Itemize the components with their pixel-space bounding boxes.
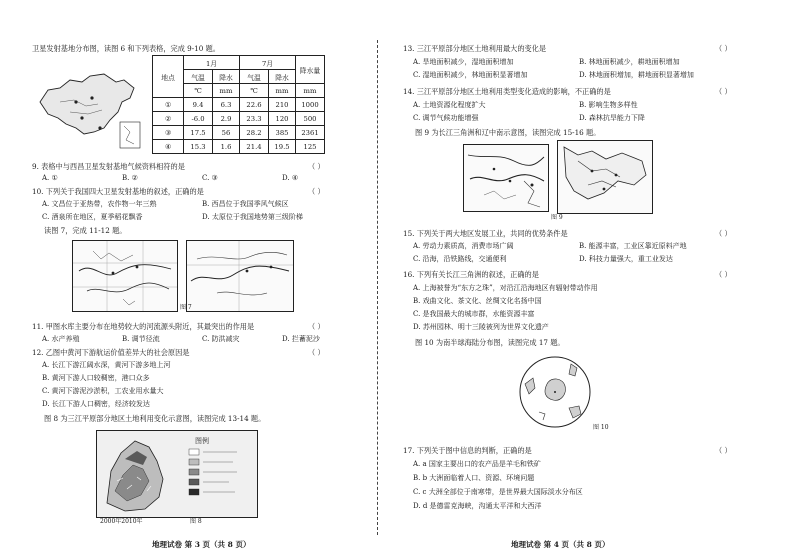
q12-option-d[interactable]: D. 长江下游人口稠密，经济较发达: [42, 400, 150, 408]
table-unit: mm: [269, 84, 296, 98]
right-page: [397, 0, 794, 560]
q16-option-b[interactable]: B. 戏曲文化、茶文化、丝绸文化名扬中国: [413, 297, 542, 305]
table-unit: ℃: [240, 84, 269, 98]
q10-option-a[interactable]: A. 文昌位于亚热带，农作物一年三熟: [42, 200, 157, 208]
intro-17: 图 10 为南半球海陆分布图，读图完成 17 题。: [415, 338, 565, 347]
question-11: 11. 甲图水库主要分布在地势较大的河流源头附近，其最突出的作用是: [32, 322, 255, 331]
table-cell: ③: [153, 126, 184, 140]
table-cell: 23.3: [240, 112, 269, 126]
table-cell: 2.9: [213, 112, 240, 126]
intro-15-16: 图 9 为长江三角洲和辽中南示意图，读图完成 15-16 题。: [415, 128, 601, 137]
table-cell: 385: [269, 126, 296, 140]
table-row: [153, 98, 325, 112]
table-header-jul: 7月: [240, 56, 296, 70]
q12-option-b[interactable]: B. 黄河下游人口较稠密，港口众多: [42, 374, 150, 382]
question-15: 15. 下列关于两大地区发展工业，共同的优势条件是: [403, 229, 568, 238]
table-cell: 1000: [296, 98, 325, 112]
figure-7-label: 图 7: [180, 304, 192, 311]
q9-option-b[interactable]: B. ②: [122, 174, 138, 182]
q15-option-c[interactable]: C. 沿海，沿铁路线，交通便利: [413, 255, 507, 263]
table-cell: 120: [269, 112, 296, 126]
table-cell: 21.4: [240, 140, 269, 154]
table-row: [153, 112, 325, 126]
q17-option-c[interactable]: C. c 大洲全部位于南寒带，是世界最大国际淡水分布区: [413, 488, 583, 496]
question-9: 9. 表格中与西昌卫星发射基地气候资料相符的是: [32, 162, 185, 171]
answer-paren-17[interactable]: （ ）: [715, 446, 732, 455]
q10-option-c[interactable]: C. 酒泉所在地区，夏季稻花飘香: [42, 213, 143, 221]
table-header-precip-jul: 降水: [269, 70, 296, 84]
question-13: 13. 三江平原部分地区土地利用最大的变化是: [403, 44, 547, 53]
intro-9-10: 卫星发射基地分布图，读图 6 和下列表格，完成 9-10 题。: [32, 44, 220, 53]
table-cell: 56: [213, 126, 240, 140]
intro-11-12: 读图 7，完成 11-12 题。: [44, 226, 127, 235]
figure-8-years: 2000年2010年: [100, 518, 143, 525]
q11-option-c[interactable]: C. 防洪减灾: [202, 335, 240, 343]
table-cell: 9.4: [184, 98, 213, 112]
table-header-jan: 1月: [184, 56, 240, 70]
table-cell: 125: [296, 140, 325, 154]
q17-option-d[interactable]: D. d 是德雷克海峡，沟通太平洋和大西洋: [413, 502, 542, 510]
q11-option-a[interactable]: A. 水产养殖: [42, 335, 80, 343]
answer-paren-15[interactable]: （ ）: [715, 229, 732, 238]
figure-10-label: 图 10: [593, 424, 609, 431]
table-cell: 28.2: [240, 126, 269, 140]
q14-option-a[interactable]: A. 土地资源化程度扩大: [413, 101, 486, 109]
answer-paren-9[interactable]: （ ）: [308, 162, 325, 171]
q16-option-c[interactable]: C. 是我国最大的城市群，水能资源丰富: [413, 310, 535, 318]
q13-option-d[interactable]: D. 林地面积增加，耕地面积显著增加: [579, 71, 694, 79]
q9-option-c[interactable]: C. ③: [202, 174, 218, 182]
figure-7-map-a: [72, 240, 178, 312]
table-cell: ②: [153, 112, 184, 126]
left-page-footer: 地理试卷 第 3 页（共 8 页）: [152, 540, 251, 549]
answer-paren-13[interactable]: （ ）: [715, 44, 732, 53]
table-row: [153, 140, 325, 154]
figure-10-southern-hemisphere: [517, 354, 593, 430]
q9-option-a[interactable]: A. ①: [42, 174, 58, 182]
question-10: 10. 下列关于我国四大卫星发射基地的叙述，正确的是: [32, 187, 204, 196]
table-cell: ④: [153, 140, 184, 154]
table-cell: 6.3: [213, 98, 240, 112]
table-cell: -6.0: [184, 112, 213, 126]
table-row: [153, 126, 325, 140]
answer-paren-14[interactable]: （ ）: [715, 87, 732, 96]
right-page-footer: 地理试卷 第 4 页（共 8 页）: [511, 540, 610, 549]
q14-option-b[interactable]: B. 影响生物多样性: [579, 101, 638, 109]
figure-6-china-map: [30, 62, 146, 154]
question-16: 16. 下列有关长江三角洲的叙述，正确的是: [403, 270, 539, 279]
q14-option-d[interactable]: D. 森林抗旱能力下降: [579, 114, 645, 122]
table-unit: ℃: [184, 84, 213, 98]
table-header-site: 地点: [153, 56, 184, 98]
table-cell: 17.5: [184, 126, 213, 140]
table-header-precip-jan: 降水: [213, 70, 240, 84]
table-unit: mm: [296, 84, 325, 98]
q15-option-a[interactable]: A. 劳动力素质高，消费市场广阔: [413, 242, 514, 250]
q11-option-b[interactable]: B. 调节径流: [122, 335, 160, 343]
q13-option-a[interactable]: A. 旱地面积减少，湿地面积增加: [413, 58, 514, 66]
question-12: 12. 乙图中黄河下游航运价值差异大的社会原因是: [32, 348, 190, 357]
table-cell: 2361: [296, 126, 325, 140]
q17-option-a[interactable]: A. a 国家主要出口的农产品是羊毛和铁矿: [413, 460, 541, 468]
figure-9-liaozhongnan-map: [557, 140, 653, 214]
question-17: 17. 下列关于图中信息的判断，正确的是: [403, 446, 532, 455]
table-cell: 15.3: [184, 140, 213, 154]
q12-option-c[interactable]: C. 黄河下游泥沙淤积，工农业用水量大: [42, 387, 164, 395]
figure-8-label: 图 8: [190, 518, 202, 525]
q13-option-b[interactable]: B. 林地面积减少，耕地面积增加: [579, 58, 680, 66]
q16-option-d[interactable]: D. 苏州园林、明十三陵被列为世界文化遗产: [413, 323, 549, 331]
q12-option-a[interactable]: A. 长江下游江阔水深，黄河下游多地上河: [42, 361, 171, 369]
q13-option-c[interactable]: C. 湿地面积减少，林地面积显著增加: [413, 71, 528, 79]
intro-13-14: 图 8 为三江平原部分地区土地利用变化示意图，读图完成 13-14 题。: [44, 414, 266, 423]
table-header-temp-jul: 气温: [240, 70, 269, 84]
table-header-annual: 降水量: [296, 56, 325, 84]
table-cell: 210: [269, 98, 296, 112]
table-cell: 22.6: [240, 98, 269, 112]
figure-9-yangtze-delta-map: [463, 144, 549, 212]
table-unit: mm: [213, 84, 240, 98]
question-14: 14. 三江平原部分地区土地利用类型变化造成的影响，不正确的是: [403, 87, 611, 96]
q14-option-c[interactable]: C. 调节气候功能增强: [413, 114, 479, 122]
climate-table: [152, 55, 325, 154]
figure-8-legend-title: 图例: [195, 437, 209, 445]
table-header-temp-jan: 气温: [184, 70, 213, 84]
answer-paren-11[interactable]: （ ）: [308, 322, 325, 331]
q15-option-d[interactable]: D. 科技力量强大，重工业发达: [579, 255, 673, 263]
table-cell: 500: [296, 112, 325, 126]
table-cell: 19.5: [269, 140, 296, 154]
table-cell: 1.6: [213, 140, 240, 154]
q16-option-a[interactable]: A. 上海被誉为“东方之珠”，对沿江沿海地区有辐射带动作用: [413, 284, 598, 292]
q10-option-d[interactable]: D. 太原位于我国地势第三级阶梯: [202, 213, 303, 221]
answer-paren-16[interactable]: （ ）: [715, 270, 732, 279]
figure-9-label: 图 9: [551, 214, 563, 221]
q17-option-b[interactable]: B. b 大洲面临着人口、资源、环境问题: [413, 474, 535, 482]
q10-option-b[interactable]: B. 西昌位于我国季风气候区: [202, 200, 289, 208]
q15-option-b[interactable]: B. 能源丰富，工业区靠近原料产地: [579, 242, 687, 250]
q11-option-d[interactable]: D. 拦蓄泥沙: [282, 335, 320, 343]
table-cell: ①: [153, 98, 184, 112]
q9-option-d[interactable]: D. ④: [282, 174, 299, 182]
answer-paren-10[interactable]: （ ）: [308, 187, 325, 196]
figure-8-land-use-map: [96, 430, 258, 518]
answer-paren-12[interactable]: （ ）: [308, 348, 325, 357]
figure-7-map-b: [186, 240, 294, 312]
